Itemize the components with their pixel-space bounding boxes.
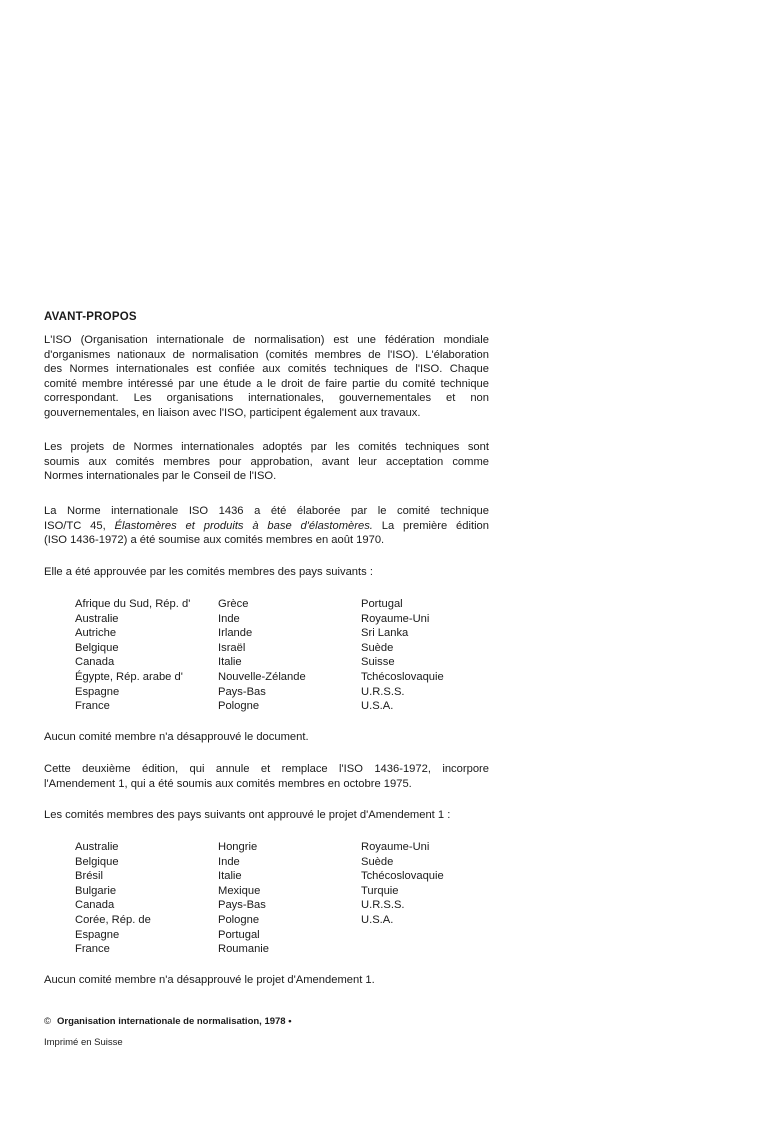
list-item: U.S.A. <box>361 700 394 713</box>
list-item: Inde <box>218 612 240 625</box>
list-item: Australie <box>75 841 119 853</box>
copyright-notice <box>44 1016 292 1027</box>
list-item: Bulgarie <box>75 884 117 897</box>
list-item: Mexique <box>218 884 261 897</box>
list-item: Italie <box>218 656 242 669</box>
list-item: Brésil <box>75 870 103 883</box>
country-column <box>361 840 504 957</box>
country-column <box>361 597 504 714</box>
list-item: Sri Lanka <box>361 627 409 640</box>
text-line: Les projets de Normes internationales adoptés par les comités techniques sont <box>44 441 489 453</box>
country-column <box>218 840 361 957</box>
list-item: Turquie <box>361 884 399 897</box>
country-column <box>75 597 218 714</box>
text-line: L'ISO (Organisation internationale de normalisation) est une fédération mondiale <box>44 334 489 346</box>
list-item: Égypte, Rép. arabe d' <box>75 670 183 683</box>
list-item: U.R.S.S. <box>361 899 405 912</box>
text-fragment: ISO/TC 45, <box>44 519 115 532</box>
text-fragment: La première édition <box>372 519 489 532</box>
amendment-countries-list <box>75 840 504 957</box>
list-item: Royaume-Uni <box>361 612 430 625</box>
list-item: Pologne <box>218 913 260 926</box>
list-item: Suisse <box>361 656 395 669</box>
list-item: Afrique du Sud, Rép. d' <box>75 598 191 610</box>
printed-in: Imprimé en Suisse <box>44 1037 123 1048</box>
country-column <box>218 597 361 714</box>
list-item: Royaume-Uni <box>361 841 430 853</box>
list-item: Irlande <box>218 627 253 640</box>
text-line: comité membre intéressé par une étude a le droit de faire partie du comité technique <box>44 377 489 390</box>
standard-paragraph <box>44 504 489 548</box>
list-item: Canada <box>75 656 115 669</box>
text-line: Cette deuxième édition, qui annule et remplace l'ISO 1436-1972, incorpore <box>44 763 489 775</box>
list-item: Espagne <box>75 928 120 941</box>
list-item: Autriche <box>75 627 117 640</box>
text-line <box>44 519 489 534</box>
text-line: La Norme internationale ISO 1436 a été élaborée par le comité technique <box>44 505 489 517</box>
committee-title: Élastomères et produits à base d'élastomères. <box>114 519 373 532</box>
list-item: Belgique <box>75 855 119 868</box>
text-line: l'Amendement 1, qui a été soumis aux comités membres en octobre 1975. <box>44 777 412 790</box>
text-line: des Normes internationales est confiée aux comités techniques de l'ISO. Chaque <box>44 363 489 376</box>
list-item: France <box>75 700 110 713</box>
drafts-paragraph <box>44 440 489 484</box>
list-item: Pologne <box>218 700 260 713</box>
section-heading: AVANT-PROPOS <box>44 311 137 323</box>
list-item: France <box>75 943 110 956</box>
list-item: Portugal <box>218 928 260 941</box>
list-item: Australie <box>75 612 119 625</box>
list-item: Suède <box>361 641 394 654</box>
list-item: U.S.A. <box>361 913 394 926</box>
text-line: correspondant. Les organisations internationales, gouvernementales et non <box>44 392 489 405</box>
list-item: Roumanie <box>218 943 269 956</box>
list-item: Nouvelle-Zélande <box>218 670 306 683</box>
amendment-no-disapproval-note: Aucun comité membre n'a désapprouvé le projet d'Amendement 1. <box>44 974 375 986</box>
list-item: Pays-Bas <box>218 899 266 912</box>
list-item: Hongrie <box>218 841 258 853</box>
list-item: U.R.S.S. <box>361 685 405 698</box>
approving-countries-list <box>75 597 504 714</box>
list-item: Corée, Rép. de <box>75 913 151 926</box>
list-item: Tchécoslovaquie <box>361 670 444 683</box>
list-item: Inde <box>218 855 240 868</box>
list-item: Israël <box>218 641 246 654</box>
amendment-approval-intro: Les comités membres des pays suivants ont approuvé le projet d'Amendement 1 : <box>44 809 451 821</box>
copyright-text: Organisation internationale de normalisation, 1978 • <box>57 1016 292 1027</box>
country-column <box>75 840 218 957</box>
list-item: Belgique <box>75 641 119 654</box>
list-item: Portugal <box>361 598 403 610</box>
text-line: (ISO 1436-1972) a été soumise aux comités membres en août 1970. <box>44 534 385 547</box>
copyright-icon: © <box>44 1016 51 1027</box>
list-item: Grèce <box>218 598 249 610</box>
list-item: Tchécoslovaquie <box>361 870 444 883</box>
intro-paragraph <box>44 333 489 421</box>
list-item: Suède <box>361 855 394 868</box>
list-item: Italie <box>218 870 242 883</box>
text-line: d'organismes nationaux de normalisation (comités membres de l'ISO). L'élaboration <box>44 348 489 361</box>
no-disapproval-note: Aucun comité membre n'a désapprouvé le document. <box>44 731 309 743</box>
text-line: Normes internationales par le Conseil de l'ISO. <box>44 470 277 483</box>
list-item: Pays-Bas <box>218 685 266 698</box>
list-item: Canada <box>75 899 115 912</box>
approval-intro: Elle a été approuvée par les comités membres des pays suivants : <box>44 566 373 578</box>
text-line: soumis aux comités membres pour approbation, avant leur acceptation comme <box>44 455 489 468</box>
list-item: Espagne <box>75 685 120 698</box>
text-line: gouvernementales, en liaison avec l'ISO, participent également aux travaux. <box>44 406 421 419</box>
second-edition-paragraph <box>44 762 489 791</box>
